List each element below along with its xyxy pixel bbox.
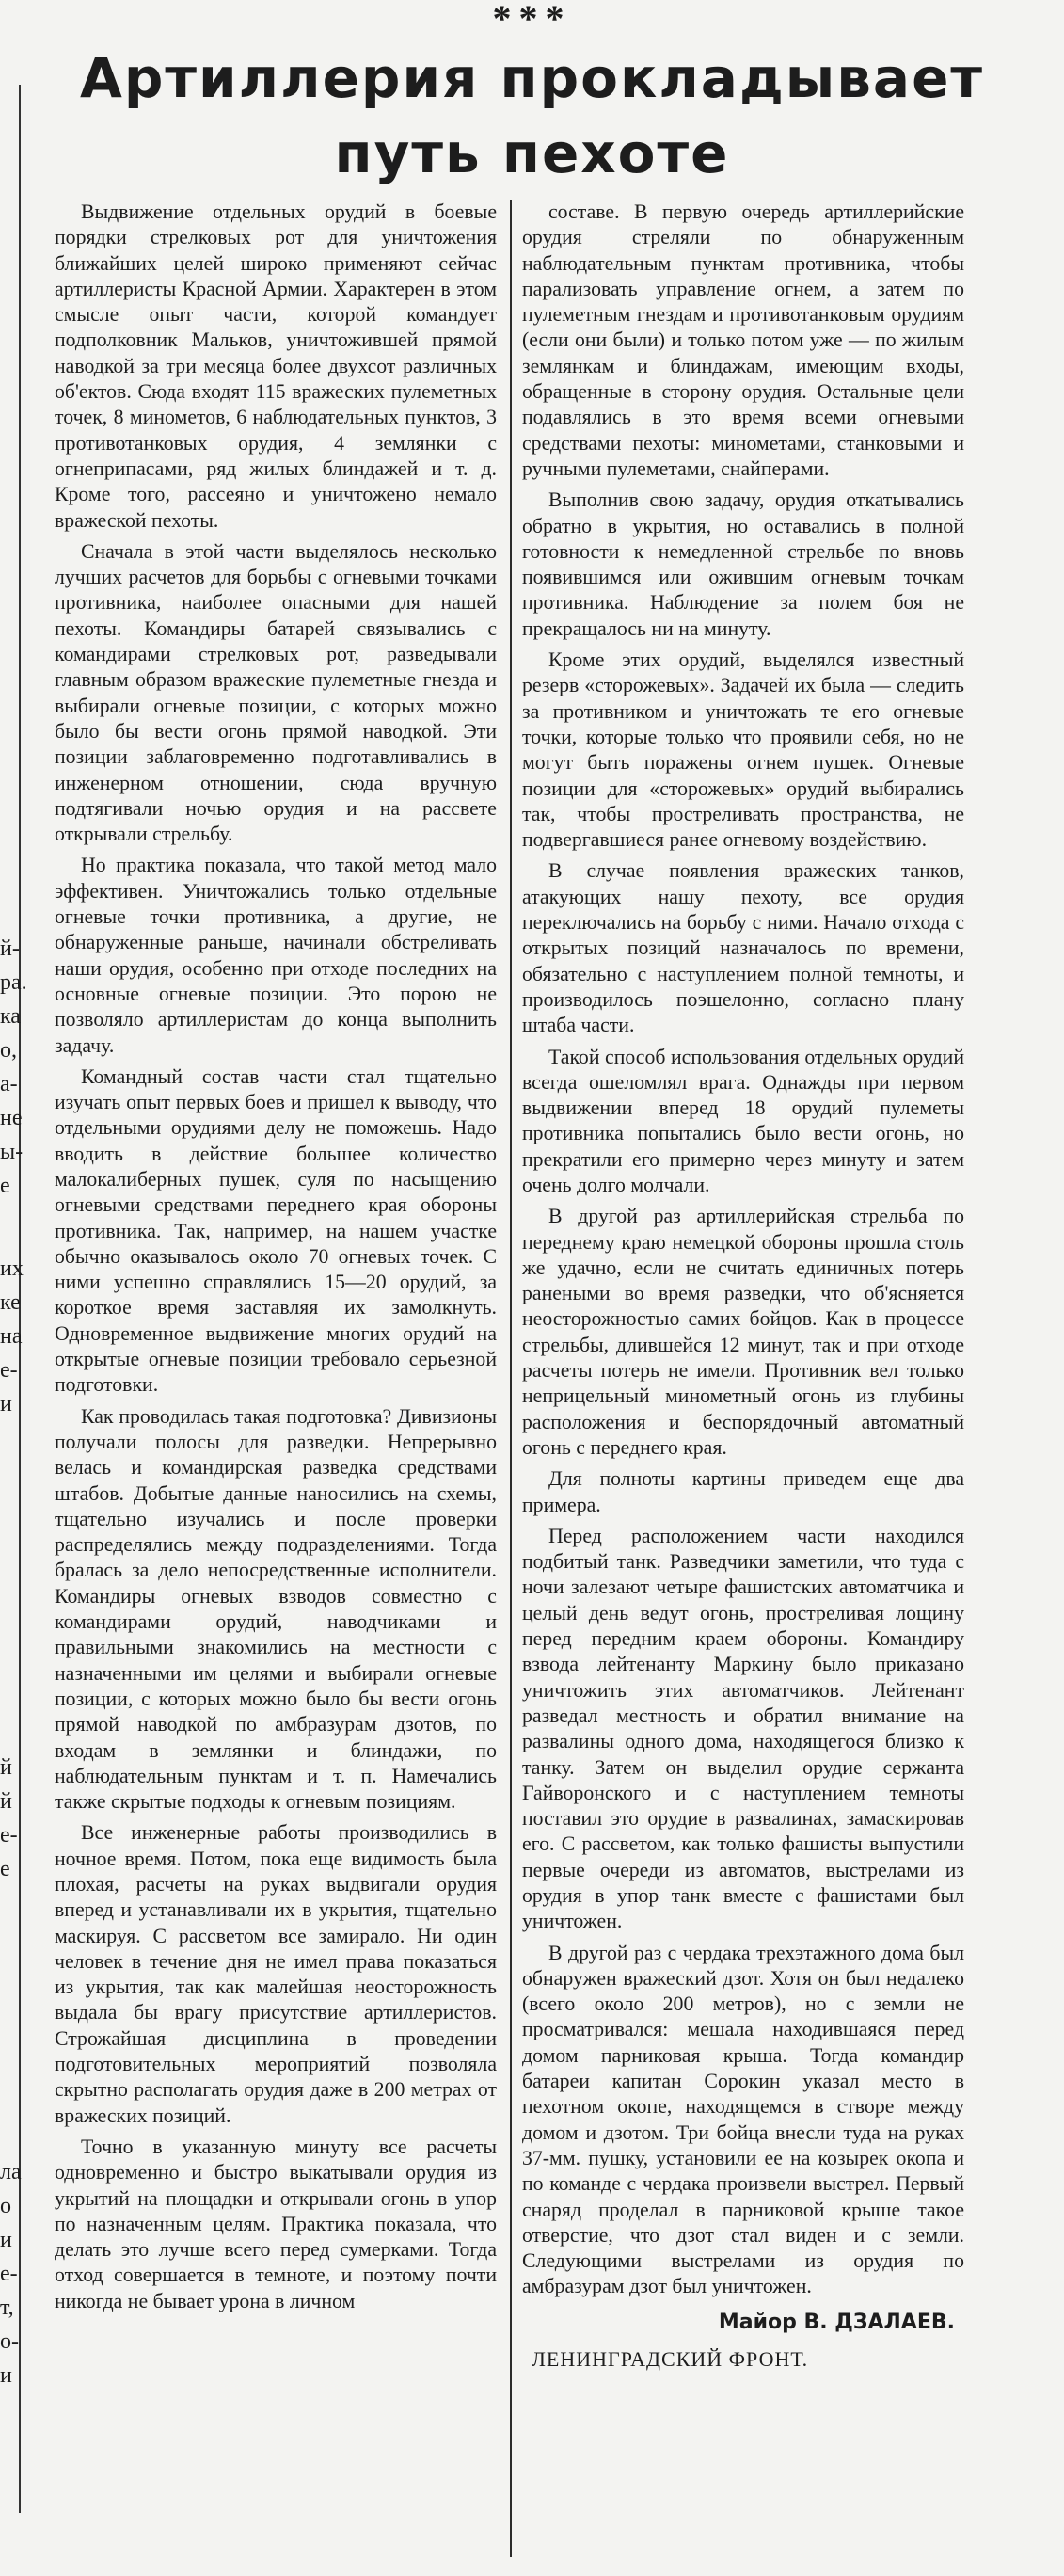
article-paragraph: Все инженерные работы производились в ночное время. Потом, пока еще видимость была плохая, расчеты на руках выдвигали орудия вперед и устанавливали их в укрытия, тщательно маскируя. С рассветом все замирало. Ни один человек в течение дня не имел права показаться из укрытия, так как малейшая неосторожность выдала бы врагу присутствие артиллеристов. Строжайшая дисциплина в проведении подготовительных мероприятий позволяла скрытно располагать орудия даже в 200 метрах от вражеских позиций. <box>55 1821 497 2127</box>
edge-fragment: т, <box>0 2296 14 2320</box>
article-paragraph: В другой раз с чердака трехэтажного дома был обнаружен вражеский дзот. Хотя он был недалеко (всего около 200 метров), но с земли не просматривался: мешала находившаяся перед домом парниковая крыша. Тогда командир батареи капитан Сорокин указал место в пехотном окопе, находящемся в створе между домом и дзотом. Три бойца внесли туда на руках 37-мм. пушку, установили ее на козырек окопа и по команде с чердака произвели выстрел. Первый снаряд проделал в парниковой крыше такое отверстие, что дзот стал виден и с земли. Следующими выстрелами из орудия по амбразурам дзот был уничтожен. <box>522 1941 964 2298</box>
article-paragraph: Как проводилась такая подготовка? Дивизионы получали полосы для разведки. Непрерывно велась и командирская разведка средствами штабов. Добытые данные наносились на схемы, тщательно изучались и после проверки распределялись между подразделениями. Тогда бралась за дело непосредственные исполнители. Командиры огневых взводов совместно с командирами орудий, наводчиками и правильными знакомились на местности с назначенными им целями и выбирали огневые позиции, с которых можно было бы вести огонь прямой наводкой по амбразурам дзотов, по входам в землянки и блиндажи, по наблюдательным пунктам и т. п. Намечались также скрытые подходы к огневым позициям. <box>55 1404 497 1814</box>
dateline-front: ЛЕНИНГРАДСКИЙ ФРОНТ. <box>532 2347 809 2372</box>
edge-fragment: й <box>0 1789 12 1814</box>
article-paragraph: составе. В первую очередь артиллерийские орудия стреляли по обнаруженным наблюдательным пунктам противника, чтобы парализовать управление огнем, а затем по пулеметным гнездам и противотанковым орудиям (если они были) и только потом уже — по жилым землянкам и блиндажам, имеющим входы, обращенные в сторону орудия. Остальные цели подавлялись в это время всеми огневыми средствами пехоты: минометами, станковыми и ручными пулеметами, снайперами. <box>522 200 964 480</box>
edge-fragment: е <box>0 1174 10 1198</box>
edge-fragment: е- <box>0 2262 18 2286</box>
article-paragraph: В случае появления вражеских танков, атакующих нашу пехоту, все орудия переключались на борьбу с ними. Начало отхода с открытых позиций назначалось по времени, обязательно с наступлением полной темноты, и производилось поэшелонно, согласно плану штаба части. <box>522 859 964 1037</box>
article-paragraph: В другой раз артиллерийская стрельба по переднему краю немецкой обороны прошла столь же удачно, если не считать единичных потерь ранеными во время разведки, что об'ясняется неосторожностью самих бойцов. Как в процессе стрельбы, длившейся 12 минут, так и при отходе расчеты потерь не имели. Противник вел только неприцельный минометный огонь из глубины расположения и беспорядочный автоматный огонь с переднего края. <box>522 1205 964 1459</box>
edge-fragment: й- <box>0 936 20 961</box>
article-column-left <box>55 200 497 2320</box>
article-paragraph: Точно в указанную минуту все расчеты одновременно и быстро выкатывали орудия из укрытий на площадки и открывали огонь в упор по назначенным целям. Практика показала, что делать это лучше всего перед сумерками. Тогда отход совершается в темноте, и поэтому почти никогда не бывает урона в личном <box>55 2135 497 2312</box>
adjacent-column-fragment <box>0 0 36 2576</box>
article-paragraph: Командный состав части стал тщательно изучать опыт первых боев и пришел к выводу, что отдельными орудиями делу не поможешь. Надо вводить в действие большее количество малокалиберных пушек, суля по насыщению огневыми средствами переднего края обороны противника. Так, например, на нашем участке обычно оказывалось около 70 огневых точек. С ними успешно справлялись 15—20 орудий, за короткое время заставляя их замолкнуть. Одновременное выдвижение многих орудий на открытые огневые позиции требовало серьезной подготовки. <box>55 1064 497 1397</box>
edge-fragment: и <box>0 2363 12 2388</box>
edge-fragment: на <box>0 1324 23 1349</box>
article-paragraph: Кроме этих орудий, выделялся известный резерв «сторожевых». Задачей их была — следить за противником и уничтожать те его огневые точки, которые только что проявили себя, но не могут быть поражены огнем пушек. Огневые позиции для «сторожевых» орудий выбирались так, чтобы простреливать пространства, не подвергавшиеся ранее огневому воздействию. <box>522 648 964 852</box>
edge-fragment: ка <box>0 1004 21 1029</box>
edge-fragment: е- <box>0 1358 18 1383</box>
edge-fragment: о, <box>0 1038 17 1063</box>
edge-fragment: ы- <box>0 1140 24 1164</box>
edge-fragment: и <box>0 1392 12 1416</box>
edge-fragment: е- <box>0 1823 18 1848</box>
edge-fragment: а- <box>0 1072 18 1096</box>
edge-fragment: ра. <box>0 970 27 995</box>
edge-fragment: не <box>0 1106 23 1130</box>
article-paragraph: Выдвижение отдельных орудий в боевые порядки стрелковых рот для уничтожения ближайших целей широко применяют сейчас артиллеристы Красной Армии. Характерен в этом смысле опыт части, которой командует подполковник Мальков, уничтожившей прямой наводкой за три месяца более двухсот различных об'ектов. Сюда входят 115 вражеских пулеметных точек, 8 минометов, 6 наблюдательных пунктов, 3 противотанковых орудия, 4 землянки с огнеприпасами, ряд жилых блиндажей и т. д. Кроме того, рассеяно и уничтожено немало вражеской пехоты. <box>55 200 497 532</box>
article-paragraph: Выполнив свою задачу, орудия откатывались обратно в укрытия, но оставались в полной готовности к немедленной стрельбе по вновь появившимся или ожившим огневым точкам противника. Наблюдение за полем боя не прекращалось ни на минуту. <box>522 488 964 640</box>
article-paragraph: Такой способ использования отдельных орудий всегда ошеломлял врага. Однажды при первом выдвижении вперед 18 орудий пулеметы противника попытались было вести огонь, но прекратили его примерно через минуту и затем очень долго молчали. <box>522 1045 964 1196</box>
edge-fragment: е <box>0 1857 10 1881</box>
author-signature: Майор В. ДЗАЛАЕВ. <box>718 2310 955 2334</box>
ornament-stars: *** <box>492 0 572 40</box>
headline-line-1: Артиллерия прокладывает <box>79 46 985 110</box>
article-paragraph: Перед расположением части находился подбитый танк. Разведчики заметили, что туда с ночи залезают четыре фашистских автоматчика и целый день ведут огонь, простреливая лощину перед передним краем обороны. Командиру взвода лейтенанту Маркину было приказано уничтожить этих автоматчиков. Лейтенант разведал местность и обратил внимание на развалины одного дома, находящегося близко к танку. Затем он выделил орудие сержанта Гайворонского и с наступлением темноты поставил это орудие в развалинах, замаскировав его. С рассветом, как только фашисты выпустили первые очереди из автоматов, выстрелами из орудия в упор танк вместе с фашистами был уничтожен. <box>522 1524 964 1933</box>
article-paragraph: Для полноты картины приведем еще два примера. <box>522 1467 964 1516</box>
article-paragraph: Сначала в этой части выделялось несколько лучших расчетов для борьбы с огневыми точками противника, наиболее опасными для нашей пехоты. Командиры батарей связывались с командирами стрелковых рот, разведывали главным образом вражеские пулеметные гнезда и выбирали огневые позиции, с которых можно было бы вести огонь прямой наводкой. Эти позиции заблаговременно подготавливались в инженерном отношении, сюда вручную подтягивали ночью орудия и на рассвете открывали стрельбу. <box>55 539 497 846</box>
edge-fragment: их <box>0 1256 24 1281</box>
edge-fragment: о- <box>0 2329 19 2354</box>
edge-fragment: ке <box>0 1290 21 1315</box>
article-column-right <box>522 200 964 2372</box>
column-divider <box>510 200 512 2557</box>
edge-fragment: и <box>0 2228 12 2252</box>
edge-fragment: о <box>0 2194 11 2218</box>
edge-fragment: й <box>0 1755 12 1780</box>
headline-line-2: путь пехоте <box>334 121 730 185</box>
article-paragraph: Но практика показала, что такой метод мало эффективен. Уничтожались только отдельные огневые точки противника, а другие, не обнаруженные раньше, начинали обстреливать наши орудия, особенно при отходе последних на основные огневые позиции. Это порою не позволяло артиллеристам до конца выполнить задачу. <box>55 854 497 1057</box>
edge-fragment: ла <box>0 2160 22 2184</box>
